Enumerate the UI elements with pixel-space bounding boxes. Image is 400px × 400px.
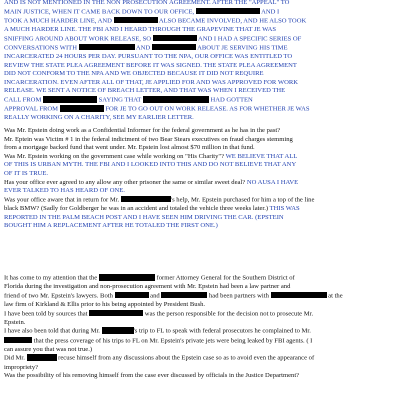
paragraph-line — [4, 319, 396, 328]
answer-line — [4, 26, 396, 35]
redaction-box — [43, 96, 97, 103]
paragraph-line — [4, 301, 396, 310]
text-run: MAIN JUSTICE, WHEN IT CAME BACK DOWN TO OUR OFFICE, — [4, 8, 196, 16]
text-run: SNIFFING AROUND ABOUT WORK RELEASE, SO — [4, 35, 153, 43]
answer-line — [4, 0, 396, 8]
redaction-box — [89, 310, 143, 317]
answer-line — [4, 96, 396, 105]
text-run: REPORTED IN THE PALM BEACH POST AND I HAVE SEEN HIM DRIVING THE CAR. (EPSTEIN — [4, 213, 284, 221]
text-run: ALSO BECAME INVOLVED, AND HE ALSO TOOK — [157, 17, 307, 25]
text-run: It has come to my attention that the — [4, 274, 99, 282]
redaction-box — [196, 8, 260, 15]
text-run: 's help, Mr. Epstein purchased for him a top of the line — [170, 196, 315, 204]
text-run: from a mortgage backed fund that went under. Mr. Epstein lost almost $70 million in that fund. — [4, 144, 255, 152]
question-line — [4, 153, 396, 162]
redaction-box — [152, 44, 196, 51]
answer-line — [4, 105, 396, 114]
answer-line — [4, 87, 396, 96]
redaction-box — [60, 105, 104, 112]
text-run: AND — [134, 44, 152, 52]
text-run: friend of two Mr. Epstein's lawyers. Both — [4, 292, 115, 300]
text-run: A MUCH HARDER LINE. THE FBI AND I HEARD THROUGH THE GRAPEVINE THAT JE WAS — [4, 25, 276, 33]
text-run: at the — [326, 292, 343, 300]
paragraph-line — [4, 346, 396, 355]
paragraph-line — [4, 283, 396, 292]
question-line — [4, 196, 396, 205]
paragraph-line — [4, 310, 396, 319]
question-line — [4, 161, 396, 170]
redaction-box — [114, 17, 158, 24]
question-line — [4, 127, 396, 136]
text-run: ABOUT JE SERVING HIS TIME — [195, 44, 288, 52]
redaction-box — [153, 35, 197, 42]
text-run: RELEASE. WE SENT A NOTICE OF BREACH LETTER, AND THAT WAS WHEN I RECEIVED THE — [4, 87, 286, 95]
text-run: Was Mr. Epstein working on the government case while working on "His Charity"? — [4, 152, 226, 160]
answer-line — [4, 44, 396, 53]
text-run: I have also been told that during Mr. — [4, 327, 102, 335]
question-line — [4, 170, 396, 179]
text-run: had been partners with — [207, 292, 271, 300]
redaction-box — [27, 354, 57, 361]
redaction-box — [121, 196, 171, 203]
text-run: 's trip to FL to speak with federal prosecutors he complained to Mr. — [133, 327, 311, 335]
answer-line — [4, 79, 396, 88]
text-run: former Attorney General for the Southern District of — [154, 274, 295, 282]
question-line — [4, 144, 396, 153]
redaction-box — [4, 337, 32, 344]
answer-line — [4, 53, 396, 62]
text-run: HAD GOTTEN — [208, 96, 253, 104]
question-line — [4, 187, 396, 196]
question-line — [4, 179, 396, 188]
text-run: was the person responsible for the decision not to prosecute Mr. — [143, 310, 314, 318]
text-run: BOUGHT HIM A REPLACEMENT AFTER HE TOTALED THE FIRST ONE.) — [4, 222, 218, 230]
redaction-box — [161, 292, 207, 299]
text-run: WE BELIEVE THAT ALL — [225, 152, 298, 160]
text-run: Was your office aware that in return for Mr. — [4, 196, 121, 204]
text-run: Florida during the investigation and non-prosecution agreement with Mr. Epstein had been a law partner and — [4, 283, 291, 291]
text-run: that the press coverage of his trips to FL on Mr. Epstein's private jets were being leaked by FBI agents. ( I — [32, 337, 313, 345]
text-run: can assure you that was not true.) — [4, 345, 93, 353]
text-run: AND I — [259, 8, 280, 16]
text-run: Mr. Eptein was Victim # 1 in the federal indictment of two Bear Stears executives on fraud charges stemming — [4, 135, 293, 143]
text-run: DID NOT CONFORM TO THE NPA AND WE OBJECTED BECAUSE IT DID NOT REQUIRE — [4, 70, 264, 78]
question-line — [4, 136, 396, 145]
text-run: impropriety? — [4, 363, 39, 371]
text-run: Has your office ever agreed to any allow any other prisoner the same or similar sweet deal? — [4, 178, 247, 186]
answer-block-top — [4, 0, 396, 123]
attorney-general-block — [4, 274, 396, 381]
paragraph-line — [4, 327, 396, 336]
text-run: NO AUSA I HAVE — [246, 178, 299, 186]
text-run: INCARCERATED 24 HOURS PER DAY. PURSUANT TO THE NPA, OUR OFFICE WAS ENTITLED TO — [4, 52, 293, 60]
answer-line — [4, 17, 396, 26]
redaction-box — [99, 274, 155, 281]
question-line — [4, 214, 396, 223]
text-run: INCARCERATION. EVEN AFTER ALL OF THAT, JE APPLIED FOR AND WAS APPROVED FOR WORK — [4, 78, 298, 86]
text-run: TOOK A MUCH HARDER LINE, AND — [4, 17, 114, 25]
text-run: and — [148, 292, 162, 300]
question-line — [4, 222, 396, 231]
text-run: OF THIS IS URBAN MYTH. THE FBI AND I LOOKED INTO THIS AND DO NOT BELIEVE THAT ANY — [4, 161, 297, 169]
text-run: APPROVAL FROM — [4, 105, 60, 113]
redaction-box — [115, 292, 149, 299]
text-run: Was the possibility of his removing himself from the case ever discussed by officials in the Justice Department? — [4, 372, 300, 380]
paragraph-line — [4, 364, 396, 373]
text-run: CALL FROM — [4, 96, 43, 104]
text-run: THIS WAS — [269, 204, 300, 212]
text-run: Epstein. — [4, 318, 26, 326]
redaction-box — [271, 292, 327, 299]
text-run: black BMW? (Sadly for Goldberger he was in an accident and totaled the vehicle three weeks later.) — [4, 204, 270, 212]
text-run: I have been told by sources that — [4, 310, 90, 318]
answer-line — [4, 70, 396, 79]
paragraph-line — [4, 292, 396, 301]
question-line — [4, 205, 396, 214]
text-run: Was Mr. Epstein doing work as a Confidential Informer for the federal government as he has in the past? — [4, 127, 281, 134]
paragraph-line — [4, 354, 396, 363]
text-run: CONVERSATIONS WITH — [4, 44, 79, 52]
text-run: AND I HAD A SPECIFIC SERIES OF — [196, 35, 302, 43]
paragraph-line — [4, 372, 396, 381]
answer-line — [4, 114, 396, 123]
text-run: OF IT IS TRUE. — [4, 169, 49, 177]
redaction-box — [143, 96, 209, 103]
text-run: FOR JE TO GO OUT ON WORK RELEASE. AS FOR WHETHER JE WAS — [103, 105, 310, 113]
text-run: AND IS NOT MENTIONED IN THE NON PROSECUTION AGREEMENT. AFTER THE "APPEAL" TO — [4, 0, 290, 6]
redaction-box — [102, 327, 134, 334]
text-run: recuse himself from any discussions about the Epstein case so as to avoid even the appearance of — [56, 354, 315, 362]
text-run: SAYING THAT — [96, 96, 143, 104]
text-run: REVIEW THE STATE PLEA AGREEMENT BEFORE IT WAS SIGNED. THE STATE PLEA AGREEMENT — [4, 61, 297, 69]
text-run: Did Mr. — [4, 354, 27, 362]
answer-line — [4, 62, 396, 71]
text-run: law firm of Kirkland & Ellis prior to his being appointed by President Bush. — [4, 300, 206, 308]
paragraph-line — [4, 337, 396, 346]
paragraph-line — [4, 274, 396, 283]
redaction-box — [79, 44, 135, 51]
answer-line — [4, 8, 396, 17]
text-run: REALLY WORKING ON A CHARITY, SEE MY EARLIER LETTER. — [4, 114, 194, 122]
answer-line — [4, 35, 396, 44]
questions-block — [4, 127, 396, 231]
text-run: EVER TALKED TO HAS HEARD OF ONE. — [4, 187, 125, 195]
